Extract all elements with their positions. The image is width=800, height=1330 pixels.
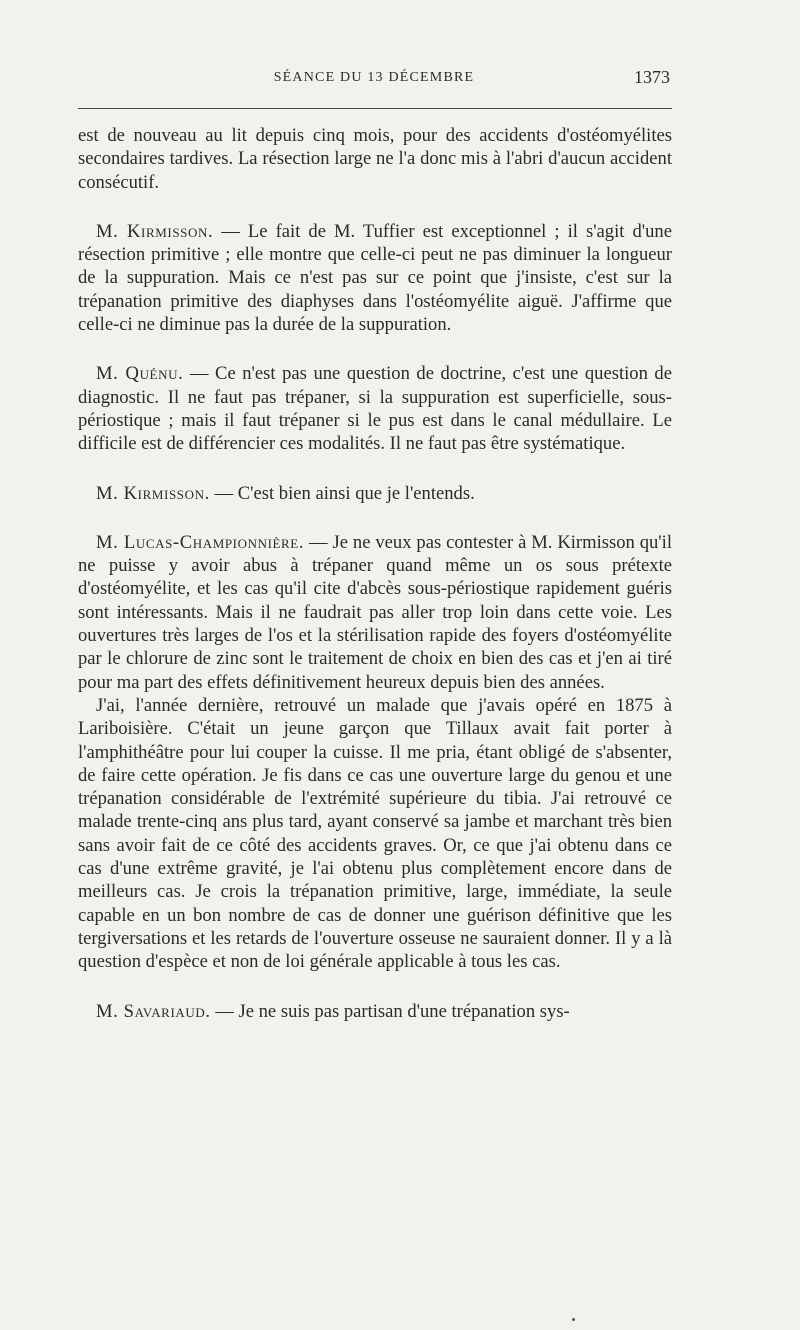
paragraph-text: — Je ne veux pas contester à M. Kirmisson qu'il ne puisse y avoir abus à trépaner quand même un os sous prétexte d'ostéomyélite, et les cas qu'il cite d'abcès sous-périostique rapidement guéris sont intéressants. Mais il ne faudrait pas aller trop loin dans cette voie. Les ouvertures très larges de l'os et la stérilisation rapide des foyers d'ostéomyélite par le chlorure de zinc sont le traitement de choix en bien des cas et j'en ai tiré pour ma part des effets définitivement heureux depuis bien des années.	[78, 531, 672, 693]
paragraph-text: — Ce n'est pas une question de doctrine, c'est une question de diagnostic. Il ne faut pas trépaner, si la suppuration est superficielle, sous-périostique ; mais il faut trépaner si le pus est dans le canal médullaire. Le difficile est de différencier ces modalités. Il ne faut pas être systématique.	[78, 363, 672, 455]
speaker-name: M. Lucas-Championnière.	[96, 531, 305, 553]
body-text	[78, 124, 672, 1023]
page-number: 1373	[634, 67, 670, 87]
page-header	[78, 67, 670, 94]
paragraph-kirmisson-2	[78, 482, 672, 505]
paragraph-text: J'ai, l'année dernière, retrouvé un malade que j'avais opéré en 1875 à Lariboisière. C'était un jeune garçon que Tillaux avait fait porter à l'amphithéâtre pour lui couper la cuisse. Il me pria, étant obligé de s'absenter, de faire cette opération. Je fis dans ce cas une ouverture large du genou et une trépanation considérable de l'extrémité supérieure du tibia. J'ai retrouvé ce malade trente-cinq ans plus tard, ayant conservé sa jambe et marchant très bien sans avoir fait de ce côté des accidents graves. Or, ce que j'ai obtenu dans ce cas d'une extrême gravité, je l'ai obtenu plus complètement encore dans de meilleurs cas. Je crois la trépanation primitive, large, immédiate, la seule capable en un bon nombre de cas de donner une guérison définitive que les tergiversations et les retards de l'ouverture osseuse ne sauraient donner. Il y a là question d'espèce et non de loi générale applicable à tous les cas.	[78, 694, 672, 973]
ink-speck	[572, 1318, 575, 1321]
paragraph-continuation	[78, 124, 672, 194]
paragraph-text: — Le fait de M. Tuffier est exceptionnel ; il s'agit d'une résection primitive ; elle montre que celle-ci peut ne pas diminuer la longueur de la suppuration. Mais ce n'est pas sur ce point que j'insiste, c'est sur la trépanation primitive des diaphyses dans l'ostéomyélite aiguë. J'affirme que celle-ci ne diminue pas la durée de la suppuration.	[78, 220, 672, 336]
paragraph-lucas-championniere-cont	[78, 694, 672, 974]
paragraph-quenu	[78, 362, 672, 455]
paragraph-text: — Je ne suis pas partisan d'une trépanation sys-	[210, 1000, 570, 1022]
paragraph-text: — C'est bien ainsi que je l'entends.	[209, 482, 475, 504]
speaker-name: M. Quénu.	[96, 363, 184, 385]
header-rule	[78, 108, 672, 109]
speaker-name: M. Kirmisson.	[96, 482, 210, 504]
speaker-name: M. Savariaud.	[96, 1000, 211, 1022]
speaker-name: M. Kirmisson.	[96, 220, 214, 242]
paragraph-kirmisson-1	[78, 220, 672, 336]
paragraph-savariaud	[78, 1000, 672, 1023]
running-title: SÉANCE DU 13 DÉCEMBRE	[273, 70, 475, 85]
paragraph-lucas-championniere	[78, 531, 672, 694]
paragraph-text: est de nouveau au lit depuis cinq mois, pour des accidents d'ostéomyélites secondaires tardives. La résection large ne l'a donc mis à l'abri d'aucun accident consécutif.	[78, 125, 672, 193]
